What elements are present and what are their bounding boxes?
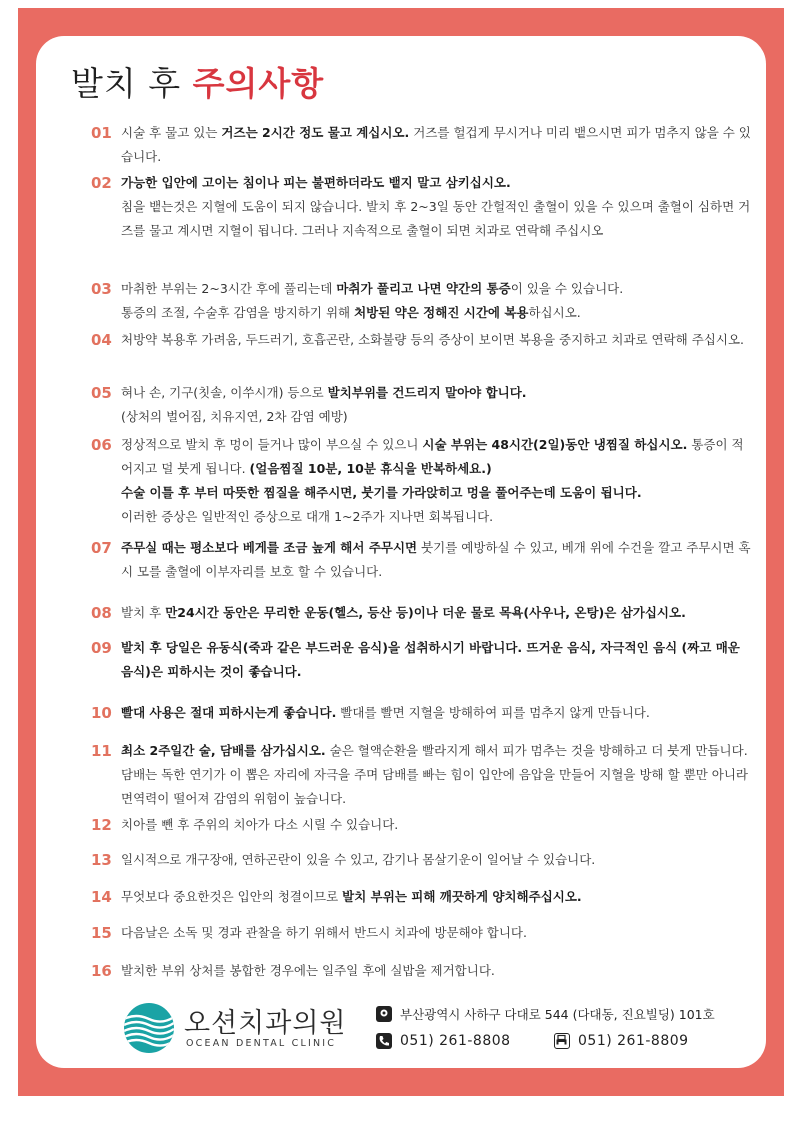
item-number: 06 [91, 436, 112, 454]
emphasis-text: 만24시간 동안은 무리한 운동(헬스, 등산 등)이나 더운 물로 목욕(사우나, 온탕)은 삼가십시오. [165, 605, 686, 620]
item-text [121, 813, 751, 837]
plain-text: 이 있을 수 있습니다. [510, 281, 624, 296]
plain-text: 처방약 복용후 가려움, 두드러기, 호흡곤란, 소화불량 등의 증상이 보이면 복용을 중지하고 치과로 연락해 주십시오. [121, 332, 744, 347]
item-text [121, 171, 751, 243]
item-text [121, 921, 751, 945]
plain-text: 치아를 뺀 후 주위의 치아가 다소 시릴 수 있습니다. [121, 817, 399, 832]
item-number: 13 [91, 851, 112, 869]
clinic-name-korean: 오션치과의원 [184, 1008, 347, 1039]
item-text [121, 381, 751, 429]
page-frame [18, 8, 784, 1096]
emphasis-text: 발치부위를 건드리지 말아야 합니다. [327, 385, 527, 400]
item-text [121, 959, 751, 983]
emphasis-text: 발치 부위는 피해 깨끗하게 양치해주십시오. [342, 889, 582, 904]
instruction-item [91, 171, 751, 243]
item-number: 16 [91, 962, 112, 980]
item-text [121, 328, 751, 352]
plain-text: (상처의 벌어짐, 치유지연, 2차 감염 예방) [121, 409, 348, 424]
item-number: 09 [91, 639, 112, 657]
plain-text: 붓기를 예방하실 수 있고, 베개 위에 수건을 깔고 주무시면 혹시 모를 출혈에 이부자리를 보호 할 수 있습니다. [121, 540, 751, 579]
item-text [121, 848, 751, 872]
item-number: 04 [91, 331, 112, 349]
item-number: 03 [91, 280, 112, 298]
instruction-item [91, 701, 751, 725]
fax-row [554, 1033, 689, 1049]
plain-text: 혀나 손, 기구(칫솔, 이쑤시개) 등으로 [121, 385, 328, 400]
phone-icon [376, 1033, 392, 1049]
clinic-address: 부산광역시 사하구 다대로 544 (다대동, 진요빌딩) 101호 [400, 1007, 715, 1022]
item-number: 15 [91, 924, 112, 942]
map-pin-icon [376, 1006, 392, 1022]
emphasis-text: (얼음찜질 10분, 10분 휴식을 반복하세요.) [249, 461, 492, 476]
emphasis-text: 주무실 때는 평소보다 베게를 조금 높게 해서 주무시면 [121, 540, 418, 555]
instruction-item [91, 813, 751, 837]
plain-text: 마취한 부위는 2~3시간 후에 풀리는데 [121, 281, 337, 296]
item-number: 08 [91, 604, 112, 622]
emphasis-text: 마취가 풀리고 나면 약간의 통증 [336, 281, 511, 296]
item-text [121, 277, 751, 325]
address-row [376, 1005, 715, 1023]
instruction-item [91, 277, 751, 325]
instruction-item [91, 601, 751, 625]
emphasis-text: 수술 이틀 후 부터 따뜻한 찜질을 해주시면, 붓기를 가라앉히고 멍을 풀어주는데 도움이 됩니다. [121, 485, 642, 500]
clinic-footer [36, 1001, 766, 1061]
item-number: 05 [91, 384, 112, 402]
item-text [121, 885, 751, 909]
phone-row [376, 1033, 511, 1049]
item-number: 10 [91, 704, 112, 722]
fax-icon [554, 1033, 570, 1049]
item-number: 01 [91, 124, 112, 142]
title-highlight: 주의사항 [192, 64, 325, 103]
plain-text: 빨대를 빨면 지혈을 방해하여 피를 멈추지 않게 만듭니다. [336, 705, 650, 720]
item-text [121, 636, 751, 684]
plain-text: 발치 후 [121, 605, 166, 620]
item-text [121, 739, 751, 811]
plain-text: 무엇보다 중요한것은 입안의 청결이므로 [121, 889, 343, 904]
title-prefix: 발치 후 [71, 64, 193, 103]
item-text [121, 701, 751, 725]
item-number: 14 [91, 888, 112, 906]
instruction-item [91, 885, 751, 909]
item-text [121, 433, 751, 529]
clinic-name-english: OCEAN DENTAL CLINIC [186, 1038, 337, 1049]
item-number: 11 [91, 742, 112, 760]
clinic-phone[interactable]: 051) 261-8808 [400, 1033, 511, 1049]
emphasis-text: 빨대 사용은 절대 피하시는게 좋습니다. [121, 705, 337, 720]
instruction-item [91, 959, 751, 983]
plain-text: 이러한 증상은 일반적인 증상으로 대개 1~2주가 지나면 회복됩니다. [121, 509, 494, 524]
item-number: 07 [91, 539, 112, 557]
instruction-item [91, 739, 751, 811]
plain-text: 정상적으로 발치 후 멍이 들거나 많이 부으실 수 있으니 [121, 437, 423, 452]
item-number: 02 [91, 174, 112, 192]
instruction-item [91, 536, 751, 584]
plain-text: 통증이 적어지고 덜 붓게 됩니다. [121, 437, 744, 476]
instruction-item [91, 921, 751, 945]
item-text [121, 121, 751, 169]
instruction-item [91, 848, 751, 872]
plain-text: 통증의 조절, 수술후 감염을 방지하기 위해 [121, 305, 355, 320]
emphasis-text: 가능한 입안에 고이는 침이나 피는 불편하더라도 뱉지 말고 삼키십시오. [121, 175, 511, 190]
item-number: 12 [91, 816, 112, 834]
emphasis-text: 발치 후 당일은 유동식(죽과 같은 부드러운 음식)을 섭취하시기 바랍니다. 뜨거운 음식, 자극적인 음식 (짜고 매운 음식)은 피하시는 것이 좋습니다. [121, 640, 740, 679]
plain-text: 일시적으로 개구장애, 연하곤란이 있을 수 있고, 감기나 몸살기운이 일어날 수 있습니다. [121, 852, 596, 867]
item-text [121, 601, 751, 625]
item-text [121, 536, 751, 584]
instruction-item [91, 636, 751, 684]
plain-text: 거즈를 헐겁게 무시거나 미리 뱉으시면 피가 멈추지 않을 수 있습니다. [121, 125, 751, 164]
plain-text: 침을 뱉는것은 지혈에 도움이 되지 않습니다. 발치 후 2~3일 동안 간헐적인 출혈이 있을 수 있으며 출혈이 심하면 거즈를 물고 계시면 지혈이 됩니다. 그러나 지속적으로 출혈이 되면 치과로 연락해 주십시오 [121, 199, 751, 238]
instruction-item [91, 381, 751, 429]
plain-text: 시술 후 물고 있는 [121, 125, 222, 140]
plain-text: 다음날은 소독 및 경과 관찰을 하기 위해서 반드시 치과에 방문해야 합니다. [121, 925, 527, 940]
emphasis-text: 시술 부위는 48시간(2일)동안 냉찜질 하십시오. [422, 437, 688, 452]
plain-text: 발치한 부위 상처를 봉합한 경우에는 일주일 후에 실밥을 제거합니다. [121, 963, 495, 978]
emphasis-text: 최소 2주일간 술, 담배를 삼가십시오. [121, 743, 326, 758]
emphasis-text: 거즈는 2시간 정도 물고 계십시오. [221, 125, 410, 140]
instruction-item [91, 328, 751, 352]
plain-text: 술은 혈액순환을 빨라지게 해서 피가 멈추는 것을 방해하고 더 붓게 만듭니다. 담배는 독한 연기가 이 뽑은 자리에 자극을 주며 담배를 빠는 힘이 입안에 음압을 만들어 지혈을 방해 할 뿐만 아니라 면역력이 떨어져 감염의 위험이 높습니다. [121, 743, 748, 806]
clinic-fax[interactable]: 051) 261-8809 [578, 1033, 689, 1049]
instruction-item [91, 121, 751, 169]
page-title [71, 58, 324, 105]
notice-card [36, 36, 766, 1068]
plain-text: 하십시오. [528, 305, 581, 320]
wave-logo-icon [124, 1003, 174, 1053]
emphasis-text: 처방된 약은 정해진 시간에 복용 [354, 305, 529, 320]
instruction-item [91, 433, 751, 529]
